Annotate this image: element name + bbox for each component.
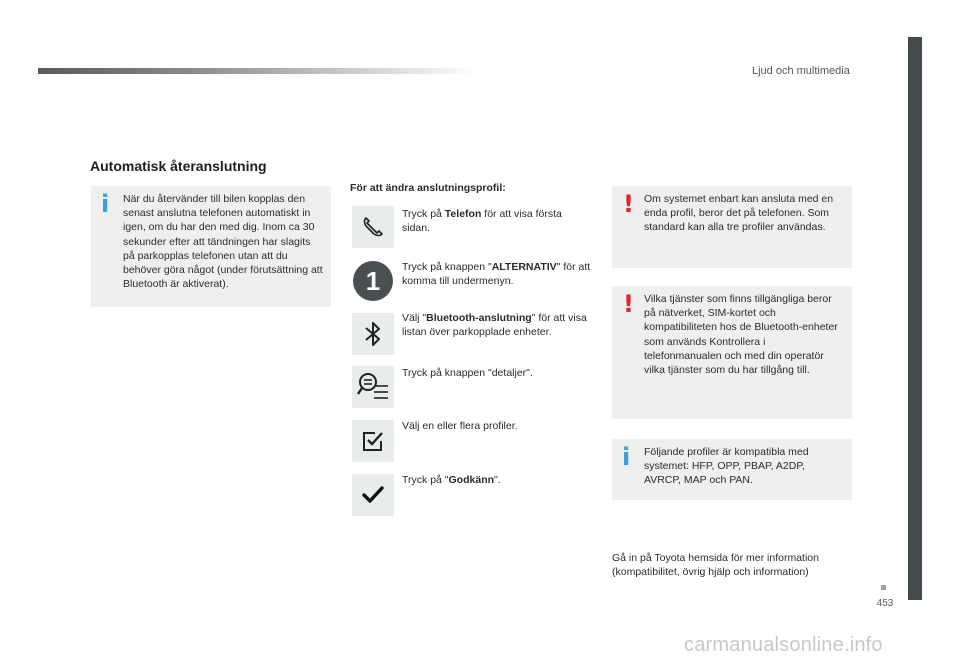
page-marker bbox=[881, 585, 886, 590]
number-1-icon: 1 bbox=[353, 261, 393, 301]
step-icon-tile bbox=[352, 313, 394, 355]
watermark: carmanualsonline.info bbox=[684, 634, 883, 656]
footer-note: Gå in på Toyota hemsida för mer information (kompatibilitet, övrig hjälp och information) bbox=[612, 552, 819, 579]
header-gradient-bar bbox=[38, 68, 478, 74]
warning-icon: ! bbox=[623, 190, 634, 218]
step-text-post: " för att komma till undermenyn. bbox=[402, 261, 591, 288]
page-edge-tab bbox=[908, 37, 922, 600]
step-icon-tile bbox=[352, 420, 394, 462]
steps-heading: För att ändra anslutningsprofil: bbox=[350, 182, 506, 194]
warning-box-text: Vilka tjänster som finns tillgängliga beror på nätverket, SIM-kortet och kompatibiliteten hos de Bluetooth-enheter som används Kontrollera i telefonmanualen och med din operatör vilka tjänster som du har tillgång till. bbox=[644, 293, 838, 377]
step-text-post: ". bbox=[494, 474, 501, 486]
details-magnifier-icon bbox=[356, 370, 390, 404]
step-text-pre: Välj en eller flera profiler. bbox=[402, 420, 518, 432]
step-text-post: " för att visa listan över parkopplade enheter. bbox=[402, 312, 587, 339]
step-text-pre: Tryck på bbox=[402, 208, 445, 220]
step-text-bold: Telefon bbox=[444, 208, 482, 220]
info-box-text: Följande profiler är kompatibla med systemet: HFP, OPP, PBAP, A2DP, AVRCP, MAP och PAN. bbox=[644, 446, 809, 487]
info-box-reconnect bbox=[91, 186, 331, 307]
bluetooth-icon bbox=[362, 319, 384, 349]
step-text-pre: Tryck på knappen " bbox=[402, 261, 492, 273]
step-text bbox=[402, 260, 592, 288]
step-text-pre: Tryck på knappen "detaljer". bbox=[402, 367, 533, 379]
telephone-icon bbox=[360, 214, 386, 240]
step-icon-tile bbox=[352, 206, 394, 248]
warning-box-text: Om systemet enbart kan ansluta med en enda profil, beror det på telefonen. Som standard kan alla tre profiler användas. bbox=[644, 193, 834, 234]
section-title: Ljud och multimedia bbox=[752, 65, 850, 77]
step-text-pre: Välj " bbox=[402, 312, 427, 324]
info-box-profiles bbox=[612, 439, 852, 500]
warning-box-profile bbox=[612, 186, 852, 268]
step-text-pre: Tryck på " bbox=[402, 474, 449, 486]
checkmark-icon bbox=[361, 483, 385, 507]
warning-icon: ! bbox=[623, 290, 634, 318]
info-icon: i bbox=[101, 190, 110, 218]
page-number: 453 bbox=[876, 598, 894, 609]
step-text-post: för att visa första sidan. bbox=[402, 208, 562, 235]
step-text bbox=[402, 419, 592, 433]
step-text-bold: Godkänn bbox=[448, 474, 495, 486]
step-text bbox=[402, 311, 592, 339]
step-icon-tile bbox=[352, 366, 394, 408]
info-icon: i bbox=[622, 443, 631, 471]
step-text-bold: ALTERNATIV bbox=[491, 261, 557, 273]
step-text-bold: Bluetooth-anslutning bbox=[426, 312, 532, 324]
warning-box-services bbox=[612, 286, 852, 419]
checkbox-icon bbox=[361, 429, 385, 453]
step-icon-tile bbox=[352, 474, 394, 516]
step-text bbox=[402, 473, 592, 487]
page-title: Automatisk återanslutning bbox=[90, 158, 267, 174]
step-text bbox=[402, 366, 592, 380]
info-box-text: När du återvänder till bilen kopplas den senast anslutna telefonen automatiskt in igen, om du har den med dig. Inom ca 30 sekunder efter att tändningen har slagits på parkopplas telefonen utan att du behöver göra något (under förutsättning att Bluetooth är aktiverat). bbox=[123, 193, 323, 291]
step-icon-tile bbox=[352, 260, 394, 302]
step-text bbox=[402, 207, 592, 235]
